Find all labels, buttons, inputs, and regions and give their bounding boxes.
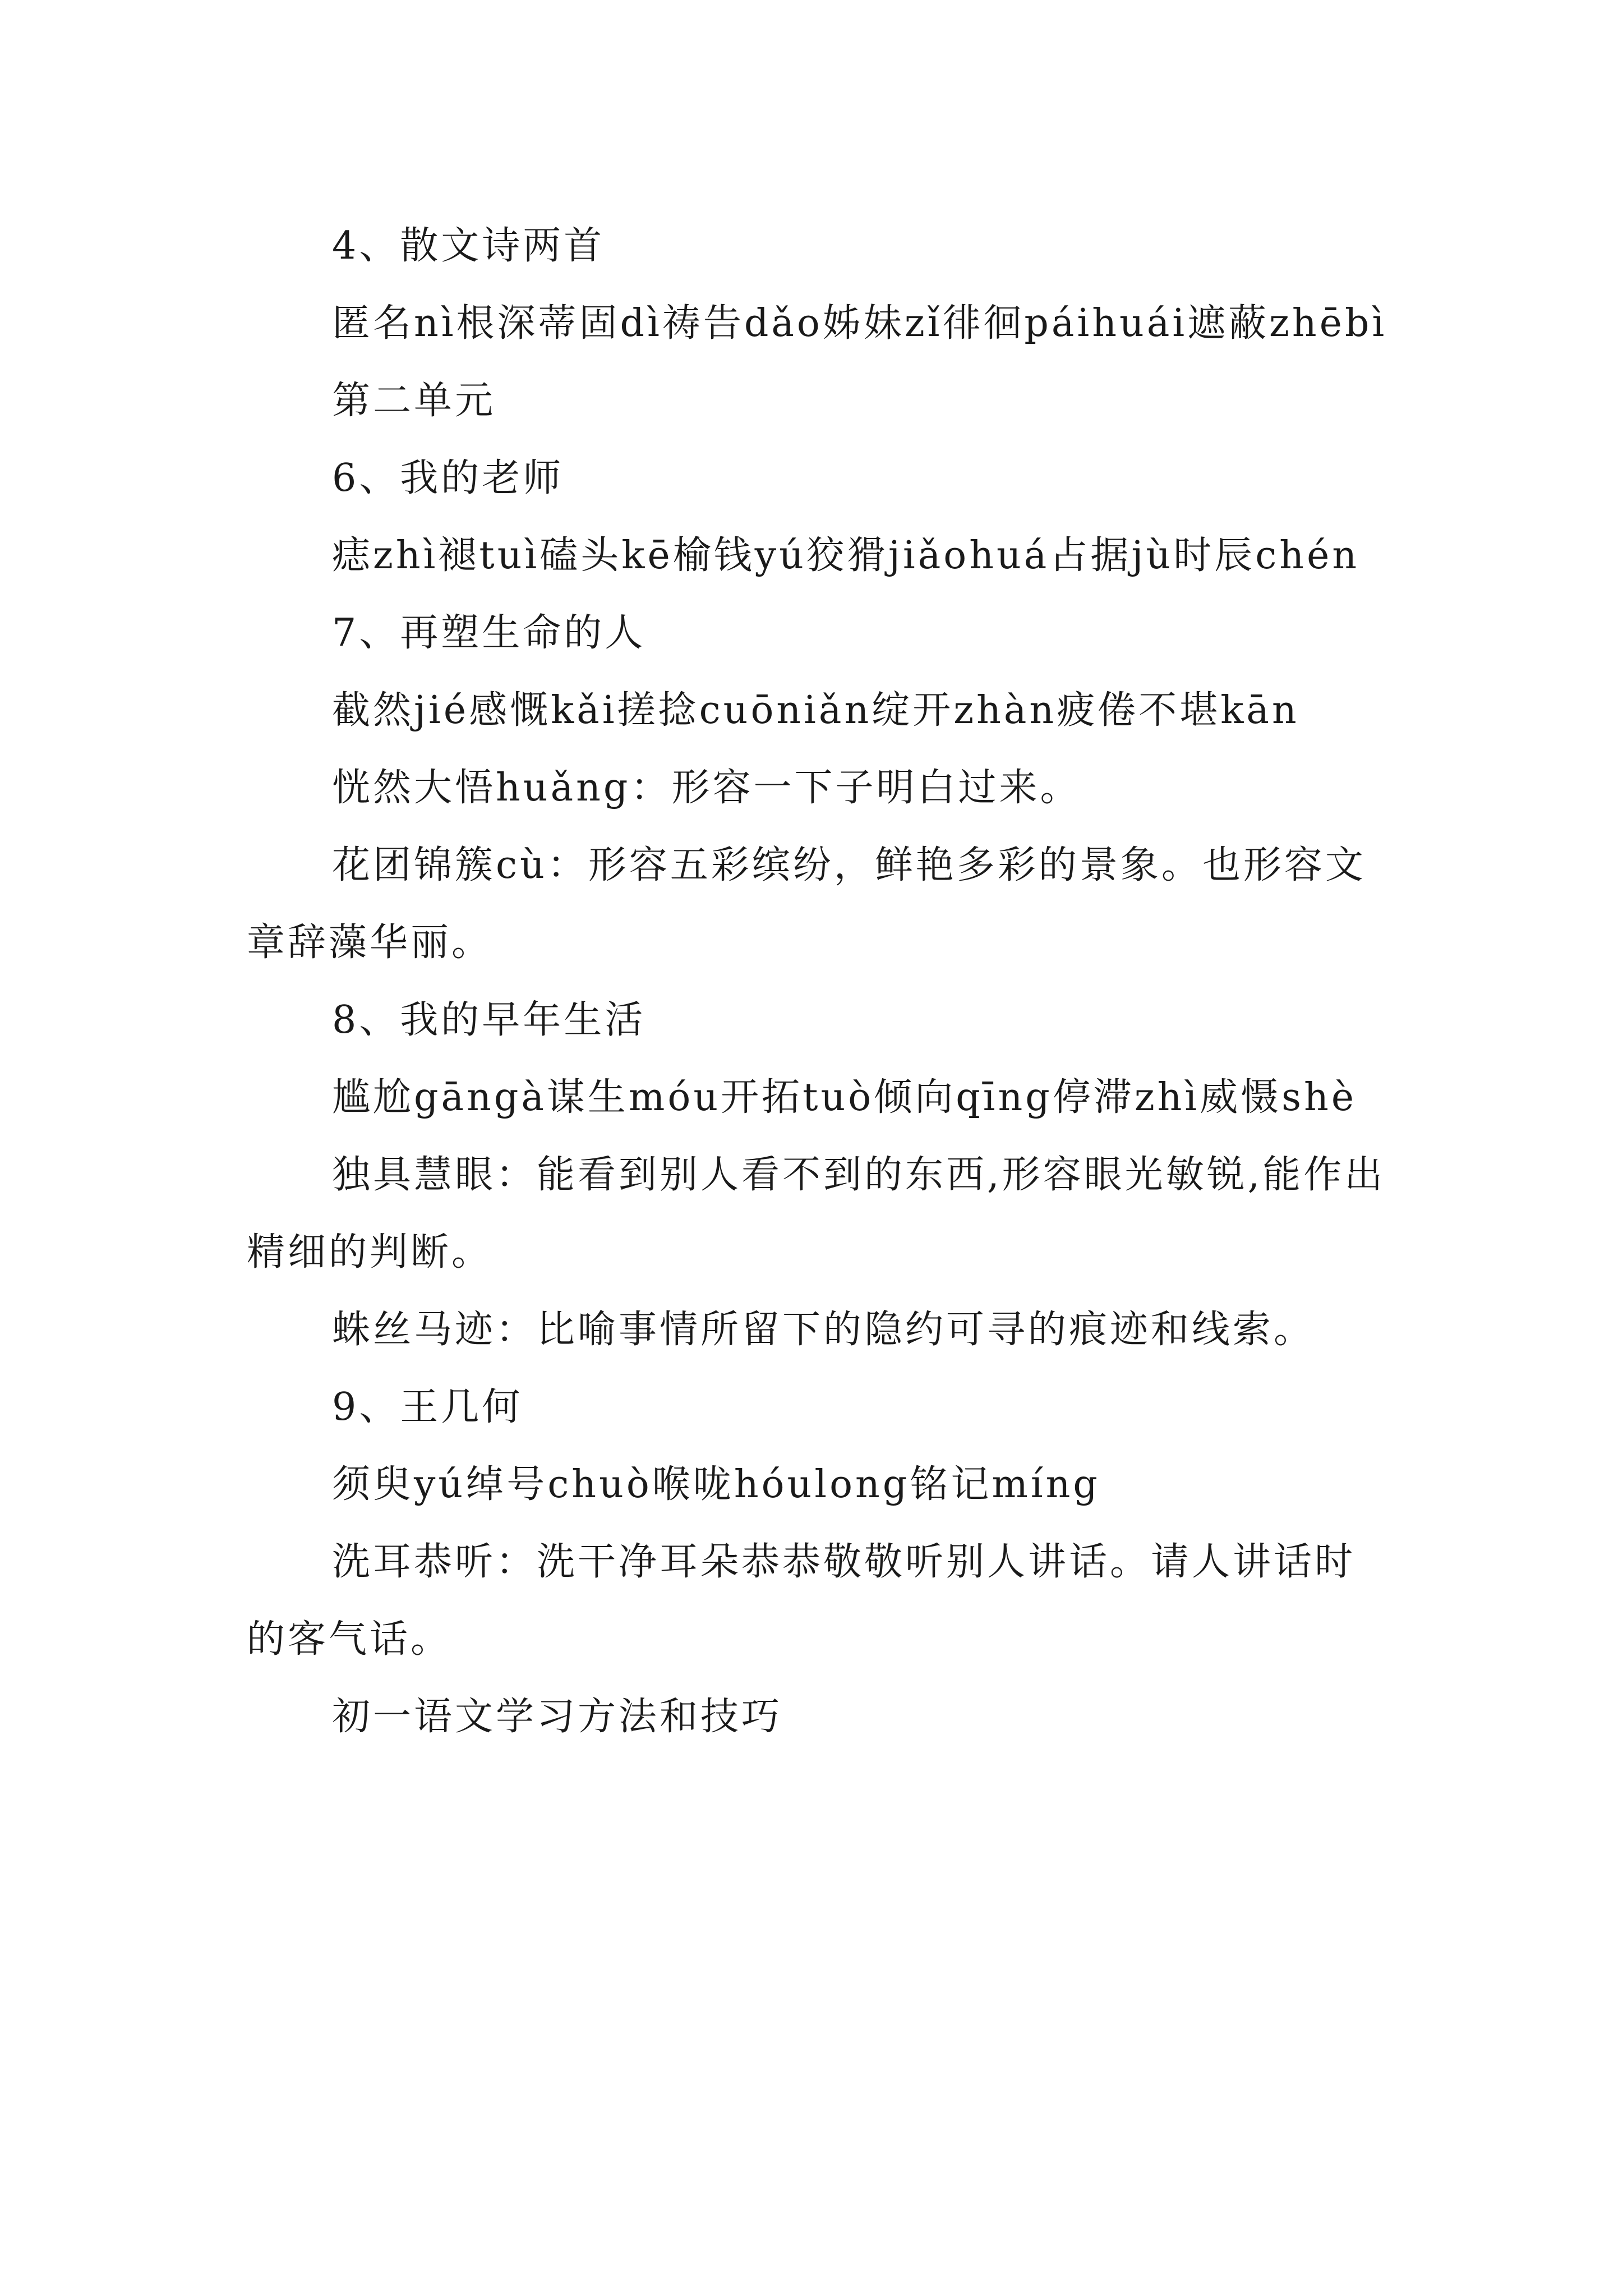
- idiom-definition: 独具慧眼：能看到别人看不到的东西,形容眼光敏锐,能作出精细的判断。: [247, 1153, 1386, 1274]
- unit-heading: 第二单元: [332, 379, 496, 423]
- document-body: [247, 208, 1391, 1756]
- section-heading: 9、王几何: [332, 1385, 523, 1429]
- vocabulary-line: 截然jié感慨kǎi搓捻cuōniǎn绽开zhàn疲倦不堪kān: [332, 688, 1299, 733]
- section-heading: 初一语文学习方法和技巧: [332, 1695, 783, 1739]
- vocabulary-line: 匿名nì根深蒂固dì祷告dǎo姊妹zǐ徘徊páihuái遮蔽zhēbì: [332, 301, 1387, 346]
- section-heading: 4、散文诗两首: [332, 224, 605, 268]
- idiom-definition: 花团锦簇cù：形容五彩缤纷，鲜艳多彩的景象。也形容文章辞藻华丽。: [247, 843, 1366, 965]
- vocabulary-line: 痣zhì褪tuì磕头kē榆钱yú狡猾jiǎohuá占据jù时辰chén: [332, 533, 1360, 578]
- section-heading: 7、再塑生命的人: [332, 611, 646, 655]
- idiom-definition: 恍然大悟huǎng：形容一下子明白过来。: [332, 766, 1081, 810]
- vocabulary-line: 尴尬gāngà谋生móu开拓tuò倾向qīng停滞zhì威慑shè: [332, 1075, 1357, 1120]
- idiom-definition: 蛛丝马迹：比喻事情所留下的隐约可寻的痕迹和线索。: [332, 1308, 1315, 1352]
- idiom-definition: 洗耳恭听：洗干净耳朵恭恭敬敬听别人讲话。请人讲话时的客气话。: [247, 1540, 1356, 1662]
- section-heading: 6、我的老师: [332, 456, 564, 500]
- vocabulary-line: 须臾yú绰号chuò喉咙hóulong铭记míng: [332, 1462, 1100, 1507]
- section-heading: 8、我的早年生活: [332, 998, 646, 1042]
